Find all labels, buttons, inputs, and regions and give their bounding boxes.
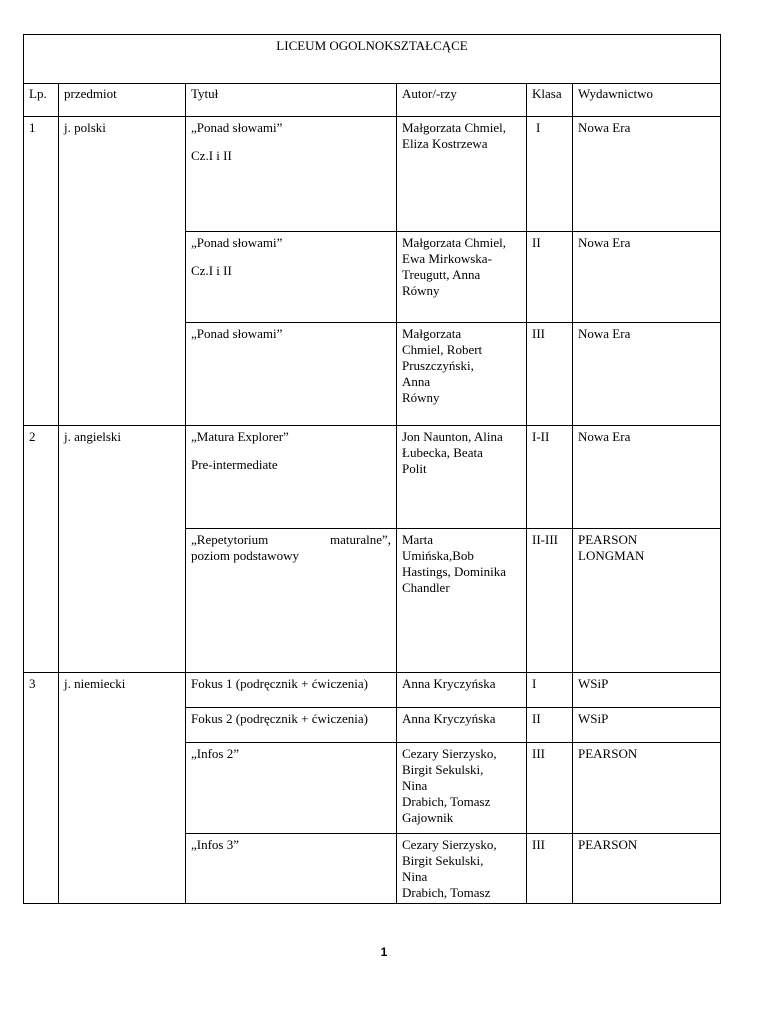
author-line: Marta bbox=[402, 532, 434, 547]
class-cell: III bbox=[527, 834, 573, 904]
author-line: Hastings, Dominika bbox=[402, 564, 506, 579]
header-lp: Lp. bbox=[24, 84, 59, 117]
class-cell: I-II bbox=[527, 426, 573, 529]
page-number: 1 bbox=[380, 945, 388, 959]
author-line: Treugutt, Anna bbox=[402, 267, 481, 282]
class-cell: II bbox=[527, 708, 573, 743]
publisher-cell: WSiP bbox=[573, 673, 721, 708]
author-line: Nina bbox=[402, 869, 428, 884]
author-line: Małgorzata Chmiel, bbox=[402, 120, 506, 135]
book-subtitle: Cz.I i II bbox=[191, 263, 232, 278]
publisher-cell: Nowa Era bbox=[573, 323, 721, 426]
title-cell: „Infos 3” bbox=[186, 834, 397, 904]
author-line: Anna bbox=[402, 374, 431, 389]
class-cell: I bbox=[527, 117, 573, 232]
book-title: „Ponad słowami” bbox=[191, 120, 283, 135]
book-title: „Matura Explorer” bbox=[191, 429, 289, 444]
author-line: Cezary Sierzysko, bbox=[402, 746, 497, 761]
author-cell bbox=[397, 323, 527, 426]
header-publisher: Wydawnictwo bbox=[573, 84, 721, 117]
title-cell bbox=[186, 323, 397, 426]
table-title: LICEUM OGOLNOKSZTAŁCĄCE bbox=[24, 35, 721, 84]
author-line: Polit bbox=[402, 461, 427, 476]
author-line: Cezary Sierzysko, bbox=[402, 837, 497, 852]
author-cell bbox=[397, 834, 527, 904]
author-line: Jon Naunton, Alina bbox=[402, 429, 503, 444]
title-cell bbox=[186, 426, 397, 529]
author-line: Równy bbox=[402, 390, 440, 405]
lp-cell: 1 bbox=[24, 117, 59, 426]
title-cell: Fokus 2 (podręcznik + ćwiczenia) bbox=[186, 708, 397, 743]
publisher-cell: Nowa Era bbox=[573, 117, 721, 232]
book-subtitle: poziom podstawowy bbox=[191, 548, 299, 563]
author-cell bbox=[397, 426, 527, 529]
author-cell bbox=[397, 743, 527, 834]
author-line: Drabich, Tomasz bbox=[402, 885, 491, 900]
publisher-cell: Nowa Era bbox=[573, 426, 721, 529]
publisher-cell: PEARSON bbox=[573, 743, 721, 834]
author-line: Łubecka, Beata bbox=[402, 445, 483, 460]
author-cell bbox=[397, 529, 527, 673]
author-cell: Anna Kryczyńska bbox=[397, 708, 527, 743]
class-cell: I bbox=[527, 673, 573, 708]
publisher-line: PEARSON bbox=[578, 532, 638, 547]
author-line: Birgit Sekulski, bbox=[402, 762, 484, 777]
title-cell: „Infos 2” bbox=[186, 743, 397, 834]
author-line: Chandler bbox=[402, 580, 450, 595]
title-cell: Fokus 1 (podręcznik + ćwiczenia) bbox=[186, 673, 397, 708]
author-cell bbox=[397, 232, 527, 323]
textbook-table bbox=[23, 34, 721, 904]
title-cell bbox=[186, 232, 397, 323]
author-line: Gajownik bbox=[402, 810, 454, 825]
header-row bbox=[24, 84, 721, 117]
book-title: „Ponad słowami” bbox=[191, 235, 283, 250]
table-row bbox=[24, 426, 721, 529]
table-row bbox=[24, 117, 721, 232]
lp-cell: 3 bbox=[24, 673, 59, 904]
author-line: Drabich, Tomasz bbox=[402, 794, 491, 809]
header-class: Klasa bbox=[527, 84, 573, 117]
publisher-line: LONGMAN bbox=[578, 548, 645, 563]
publisher-cell: WSiP bbox=[573, 708, 721, 743]
header-author: Autor/-rzy bbox=[397, 84, 527, 117]
book-title-part: „Repetytorium bbox=[191, 532, 269, 547]
title-cell bbox=[186, 529, 397, 673]
author-line: Równy bbox=[402, 283, 440, 298]
book-subtitle: Pre-intermediate bbox=[191, 457, 278, 472]
author-line: Birgit Sekulski, bbox=[402, 853, 484, 868]
class-cell: II bbox=[527, 232, 573, 323]
author-line: Nina bbox=[402, 778, 428, 793]
author-line: Małgorzata Chmiel, bbox=[402, 235, 506, 250]
publisher-cell bbox=[573, 529, 721, 673]
book-title bbox=[191, 532, 391, 548]
author-line: Pruszczyński, bbox=[402, 358, 474, 373]
author-line: Eliza Kostrzewa bbox=[402, 136, 488, 151]
class-cell: II-III bbox=[527, 529, 573, 673]
author-line: Małgorzata bbox=[402, 326, 462, 341]
subject-cell: j. niemiecki bbox=[59, 673, 186, 904]
author-line: Chmiel, Robert bbox=[402, 342, 483, 357]
book-title-part: maturalne”, bbox=[330, 532, 391, 547]
class-cell: III bbox=[527, 743, 573, 834]
title-cell bbox=[186, 117, 397, 232]
header-subject: przedmiot bbox=[59, 84, 186, 117]
table-row bbox=[24, 673, 721, 708]
book-title: „Ponad słowami” bbox=[191, 326, 283, 341]
subject-cell: j. angielski bbox=[59, 426, 186, 673]
subject-cell: j. polski bbox=[59, 117, 186, 426]
author-line: Ewa Mirkowska- bbox=[402, 251, 492, 266]
lp-cell: 2 bbox=[24, 426, 59, 673]
author-line: Umińska,Bob bbox=[402, 548, 474, 563]
author-cell bbox=[397, 117, 527, 232]
class-cell: III bbox=[527, 323, 573, 426]
publisher-cell: PEARSON bbox=[573, 834, 721, 904]
book-subtitle: Cz.I i II bbox=[191, 148, 232, 163]
header-title: Tytuł bbox=[186, 84, 397, 117]
publisher-cell: Nowa Era bbox=[573, 232, 721, 323]
author-cell: Anna Kryczyńska bbox=[397, 673, 527, 708]
